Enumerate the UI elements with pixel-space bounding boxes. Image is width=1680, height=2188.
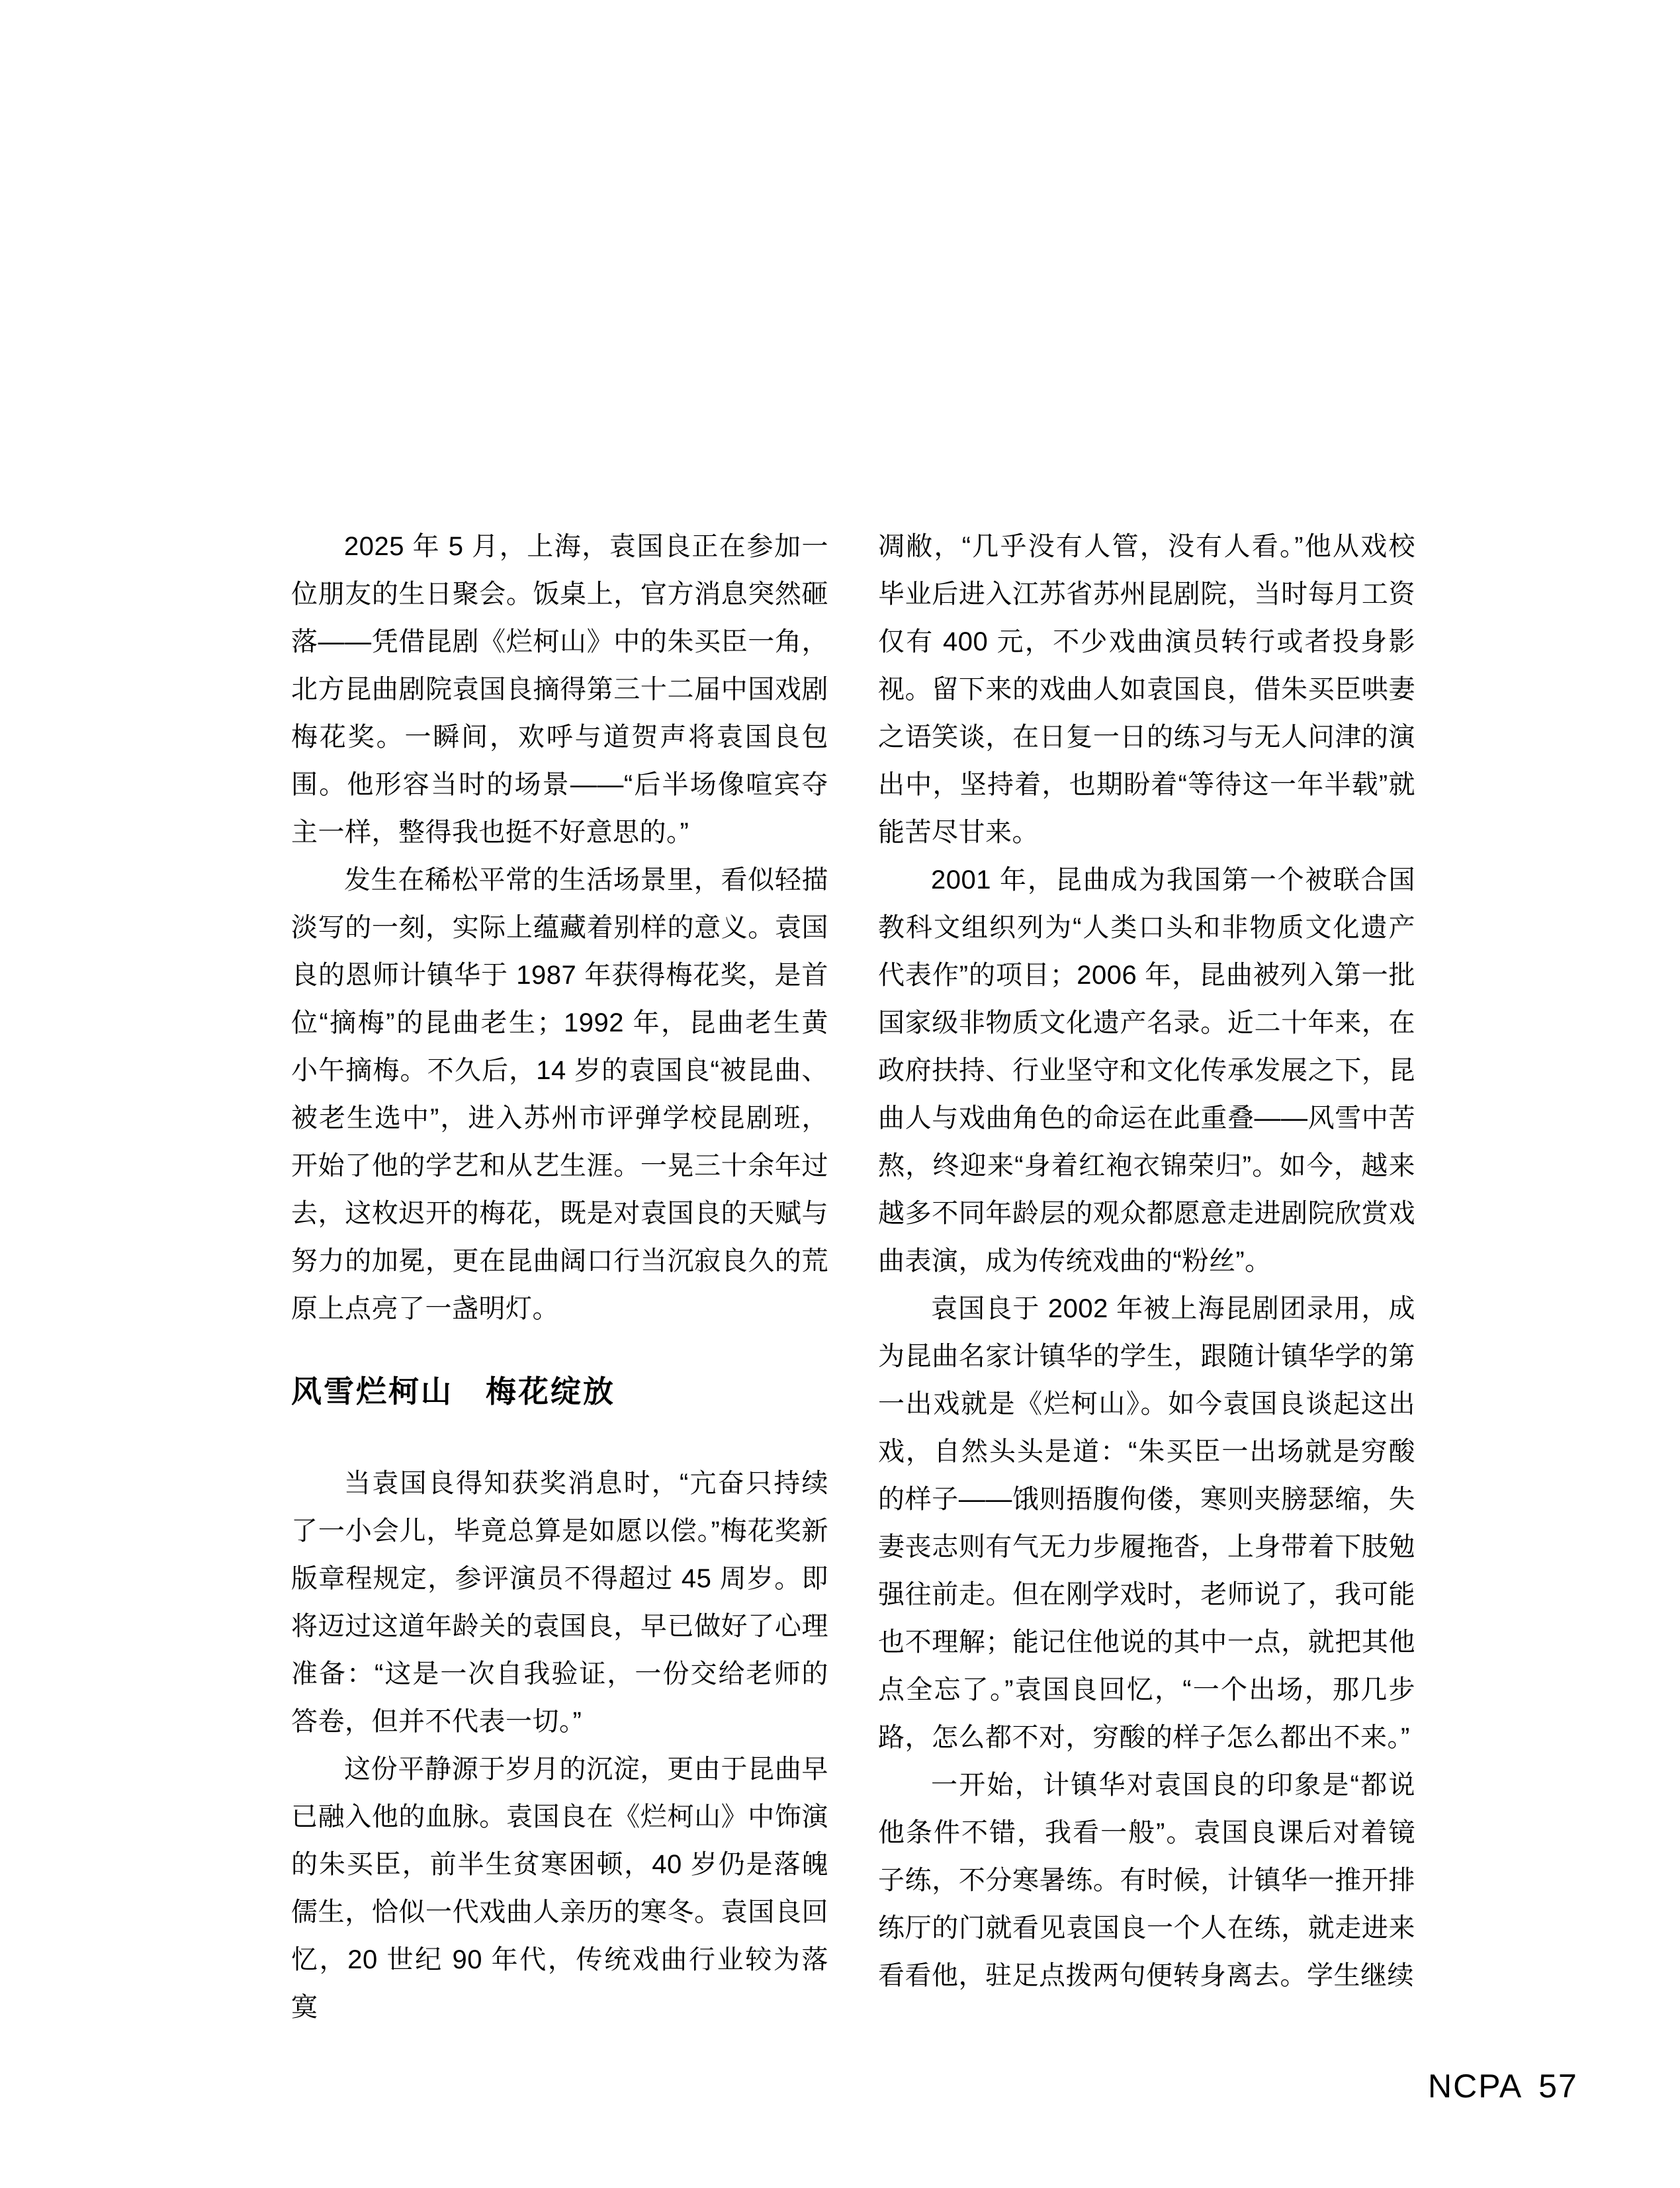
left-column — [291, 523, 828, 2031]
page-number: 57 — [1538, 2068, 1578, 2105]
paragraph: 发生在稀松平常的生活场景里，看似轻描淡写的一刻，实际上蕴藏着别样的意义。袁国良的恩师计镇华于 1987 年获得梅花奖，是首位“摘梅”的昆曲老生；1992 年，昆曲老生黄小午摘梅。不久后，14 岁的袁国良“被昆曲、被老生选中”，进入苏州市评弹学校昆剧班，开始了他的学艺和从艺生涯。一晃三十余年过去，这枚迟开的梅花，既是对袁国良的天赋与努力的加冕，更在昆曲阔口行当沉寂良久的荒原上点亮了一盏明灯。 — [291, 865, 828, 1323]
paragraph: 这份平静源于岁月的沉淀，更由于昆曲早已融入他的血脉。袁国良在《烂柯山》中饰演的朱买臣，前半生贫寒困顿，40 岁仍是落魄儒生，恰似一代戏曲人亲历的寒冬。袁国良回忆，20 世纪 90 年代，传统戏曲行业较为落寞 — [291, 1755, 828, 2022]
paragraph: 一开始，计镇华对袁国良的印象是“都说他条件不错，我看一般”。袁国良课后对着镜子练，不分寒暑练。有时候，计镇华一推开排练厅的门就看见袁国良一个人在练，就走进来看看他，驻足点拨两句便转身离去。学生继续 — [878, 1771, 1415, 1990]
paragraph: 2025 年 5 月，上海，袁国良正在参加一位朋友的生日聚会。饭桌上，官方消息突然砸落——凭借昆剧《烂柯山》中的朱买臣一角，北方昆曲剧院袁国良摘得第三十二届中国戏剧梅花奖。一瞬间，欢呼与道贺声将袁国良包围。他形容当时的场景——“后半场像喧宾夺主一样，整得我也挺不好意思的。” — [291, 532, 828, 847]
paragraph: 2001 年，昆曲成为我国第一个被联合国教科文组织列为“人类口头和非物质文化遗产代表作”的项目；2006 年，昆曲被列入第一批国家级非物质文化遗产名录。近二十年来，在政府扶持、行业坚守和文化传承发展之下，昆曲人与戏曲角色的命运在此重叠——风雪中苦熬，终迎来“身着红袍衣锦荣归”。如今，越来越多不同年龄层的观众都愿意走进剧院欣赏戏曲表演，成为传统戏曲的“粉丝”。 — [878, 865, 1415, 1276]
journal-label: NCPA — [1428, 2068, 1523, 2105]
paragraph-continuation: 凋敝，“几乎没有人管，没有人看。”他从戏校毕业后进入江苏省苏州昆剧院，当时每月工资仅有 400 元，不少戏曲演员转行或者投身影视。留下来的戏曲人如袁国良，借朱买臣哄妻之语笑谈，在日复一日的练习与无人问津的演出中，坚持着，也期盼着“等待这一年半载”就能苦尽甘来。 — [878, 532, 1415, 847]
paragraph: 当袁国良得知获奖消息时，“亢奋只持续了一小会儿，毕竟总算是如愿以偿。”梅花奖新版章程规定，参评演员不得超过 45 周岁。即将迈过这道年龄关的袁国良，早已做好了心理准备：“这是一次自我验证，一份交给老师的答卷，但并不代表一切。” — [291, 1469, 828, 1736]
section-heading: 风雪烂柯山 梅花绽放 — [291, 1374, 615, 1409]
paragraph: 袁国良于 2002 年被上海昆剧团录用，成为昆曲名家计镇华的学生，跟随计镇华学的第一出戏就是《烂柯山》。如今袁国良谈起这出戏，自然头头是道：“朱买臣一出场就是穷酸的样子——饿则捂腹佝偻，寒则夹膀瑟缩，失妻丧志则有气无力步履拖沓，上身带着下肢勉强往前走。但在刚学戏时，老师说了，我可能也不理解；能记住他说的其中一点，就把其他点全忘了。”袁国良回忆，“一个出场，那几步路，怎么都不对，穷酸的样子怎么都出不来。” — [878, 1294, 1415, 1752]
right-column — [878, 523, 1415, 1999]
page-footer — [1428, 2070, 1578, 2103]
